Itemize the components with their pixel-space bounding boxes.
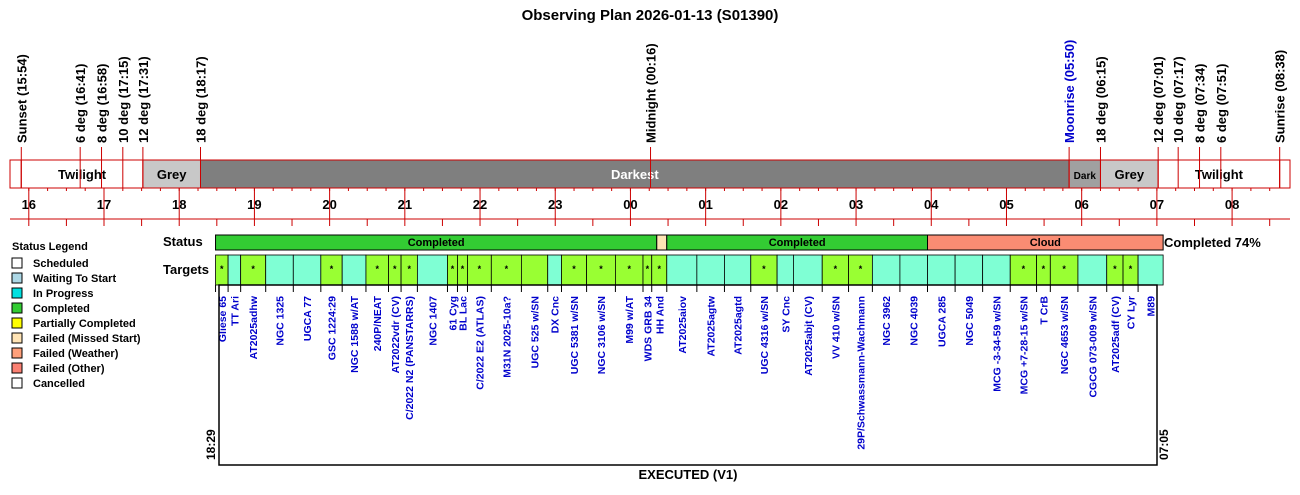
target-block <box>872 255 900 285</box>
target-block <box>900 255 928 285</box>
target-marker: * <box>657 264 662 274</box>
target-name: UGC 4316 w/SN <box>758 296 771 375</box>
target-marker: * <box>858 264 863 274</box>
target-name: NGC 1407 <box>427 296 440 346</box>
hour-tick-label: 16 <box>21 197 37 212</box>
legend-swatch <box>12 273 22 283</box>
target-name: MCG -3-34-59 w/SN <box>991 296 1004 392</box>
legend-swatch <box>12 258 22 268</box>
legend-item-label: Failed (Weather) <box>33 348 119 360</box>
event-label: Sunrise (08:38) <box>1272 49 1288 143</box>
hour-tick-label: 07 <box>1149 197 1165 212</box>
target-name: HH And <box>654 296 667 335</box>
target-marker: * <box>1021 264 1026 274</box>
target-block <box>928 255 956 285</box>
executed-label: EXECUTED (V1) <box>638 467 738 482</box>
event-label: 12 deg (17:31) <box>135 56 151 143</box>
period-label: Dark <box>1073 171 1096 182</box>
hour-tick-label: 00 <box>623 197 638 212</box>
target-marker: * <box>375 264 379 274</box>
target-name: UGCA 285 <box>936 296 949 347</box>
target-marker: * <box>393 264 397 274</box>
target-marker: * <box>329 264 334 274</box>
target-name: MCG +7-28-15 w/SN <box>1018 296 1031 395</box>
target-name: AT2025agtw <box>705 296 718 357</box>
target-marker: * <box>1062 264 1066 274</box>
target-block <box>1138 255 1163 285</box>
end-time-label: 07:05 <box>1157 429 1171 460</box>
target-name: NGC 1325 <box>274 296 287 346</box>
target-name: NGC 3106 w/SN <box>596 296 609 375</box>
event-label: 10 deg (17:15) <box>115 56 131 143</box>
start-time-label: 18:29 <box>204 429 218 460</box>
target-name: M31N 2025-10a? <box>501 296 514 378</box>
target-block <box>793 255 822 285</box>
hour-tick-label: 20 <box>322 197 337 212</box>
target-name: AT2025adhw <box>248 296 261 360</box>
target-name: CGCG 073-009 w/SN <box>1087 296 1100 398</box>
target-name: C/2022 E2 (ATLAS) <box>474 296 487 390</box>
legend-item-label: Failed (Missed Start) <box>33 333 141 345</box>
hour-tick-label: 06 <box>1074 197 1089 212</box>
legend-swatch <box>12 378 22 388</box>
target-marker: * <box>627 264 631 274</box>
target-name: GSC 1224:29 <box>326 296 339 361</box>
period-label: Twilight <box>1194 167 1244 182</box>
target-name: WDS GRB 34 <box>642 296 655 362</box>
target-name: UGCA 77 <box>302 296 315 342</box>
target-name: 240P/NEAT <box>372 296 385 352</box>
event-label: 6 deg (07:51) <box>1213 63 1229 143</box>
legend-swatch <box>12 303 22 313</box>
legend-item-label: Scheduled <box>33 258 89 270</box>
period-label: Grey <box>1114 167 1145 182</box>
target-block <box>548 255 562 285</box>
target-name: NGC 4653 w/SN <box>1059 296 1072 375</box>
targets-row <box>163 255 1163 450</box>
target-marker: * <box>1113 264 1117 274</box>
period-block <box>1280 160 1290 188</box>
event-label: Moonrise (05:50) <box>1062 39 1078 143</box>
twilight-events <box>14 40 1287 160</box>
chart-title: Observing Plan 2026-01-13 (S01390) <box>521 7 779 24</box>
hour-tick-label: 22 <box>472 197 488 212</box>
hour-tick-label: 18 <box>171 197 187 212</box>
legend-swatch <box>12 288 22 298</box>
target-name: T CrB <box>1038 296 1051 325</box>
hour-tick-label: 01 <box>698 197 713 212</box>
target-block <box>521 255 547 285</box>
status-segment-label: Completed <box>407 237 465 249</box>
target-name: 61 Cyg <box>447 296 460 331</box>
event-label: 8 deg (16:58) <box>94 63 110 143</box>
legend-item-label: Completed <box>33 303 90 315</box>
target-block <box>983 255 1011 285</box>
hour-tick-label: 23 <box>548 197 563 212</box>
target-marker: * <box>1041 264 1046 274</box>
target-name: DX Cnc <box>549 296 562 334</box>
hour-tick-label: 05 <box>999 197 1014 212</box>
target-name: M99 w/AT <box>624 296 637 344</box>
target-name: 29P/Schwassmann-Wachmann <box>855 296 868 450</box>
target-block <box>266 255 294 285</box>
hour-axis <box>10 188 1290 226</box>
event-label: 12 deg (07:01) <box>1151 56 1167 143</box>
status-segment-label: Cloud <box>1029 237 1061 249</box>
status-segment <box>657 235 667 250</box>
target-block <box>293 255 321 285</box>
legend-swatch <box>12 363 22 373</box>
target-marker: * <box>450 264 455 274</box>
period-label: Darkest <box>610 167 659 182</box>
target-name: AT2025aiov <box>676 296 689 354</box>
status-row-label: Status <box>163 234 203 249</box>
target-name: SY Cnc <box>780 296 793 333</box>
legend-item-label: Waiting To Start <box>33 273 117 285</box>
target-block <box>724 255 750 285</box>
target-name: BL Lac <box>457 296 470 331</box>
targets-row-label: Targets <box>163 262 209 277</box>
target-name: VV 410 w/SN <box>830 296 843 360</box>
target-marker: * <box>572 264 576 274</box>
target-name: NGC 4039 <box>908 296 921 346</box>
status-legend <box>12 241 141 390</box>
period-label: Grey <box>156 167 187 182</box>
target-marker: * <box>460 264 465 274</box>
target-name: AT2022vdr (CV) <box>389 296 402 374</box>
target-name: NGC 1588 w/AT <box>349 296 362 373</box>
hour-tick-label: 02 <box>773 197 789 212</box>
target-name: Gliese 65 <box>216 296 229 343</box>
target-block <box>697 255 725 285</box>
event-label: 18 deg (06:15) <box>1093 56 1109 143</box>
legend-item-label: In Progress <box>33 288 94 300</box>
event-label: 6 deg (16:41) <box>73 63 89 143</box>
target-name: NGC 5049 <box>963 296 976 346</box>
hour-tick-label: 21 <box>397 197 413 212</box>
legend-title: Status Legend <box>12 241 88 253</box>
event-label: Midnight (00:16) <box>643 43 659 143</box>
target-marker: * <box>599 264 603 274</box>
target-name: AT2025agtd <box>732 296 745 355</box>
target-marker: * <box>504 264 509 274</box>
target-block <box>667 255 697 285</box>
target-name: NGC 3962 <box>881 296 894 346</box>
target-block <box>342 255 366 285</box>
target-name: TT Ari <box>229 296 242 326</box>
period-block <box>10 160 21 188</box>
legend-swatch <box>12 348 22 358</box>
event-label: 18 deg (18:17) <box>193 56 209 143</box>
hour-tick-label: 03 <box>848 197 864 212</box>
target-marker: * <box>1128 264 1133 274</box>
hour-tick-label: 19 <box>247 197 262 212</box>
hour-tick-label: 04 <box>924 197 939 212</box>
event-label: Sunset (15:54) <box>14 54 30 143</box>
target-block <box>228 255 241 285</box>
target-name: C/2022 N2 (PANSTARRS) <box>404 296 417 420</box>
status-row <box>163 234 1163 250</box>
legend-item-label: Cancelled <box>33 378 85 390</box>
target-marker: * <box>833 264 838 274</box>
target-marker: * <box>407 264 411 274</box>
status-segment-label: Completed <box>768 237 826 249</box>
period-label: Twilight <box>58 167 107 182</box>
target-block <box>955 255 983 285</box>
legend-swatch <box>12 318 22 328</box>
target-block <box>417 255 447 285</box>
completion-summary: Completed 74% <box>1164 235 1261 250</box>
target-name: UGC 5381 w/SN <box>569 296 582 375</box>
legend-swatch <box>12 333 22 343</box>
target-block <box>1078 255 1107 285</box>
target-name: AT2025adf (CV) <box>1109 296 1122 373</box>
target-marker: * <box>220 264 224 274</box>
legend-item-label: Partially Completed <box>33 318 136 330</box>
target-name: CY Lyr <box>1125 296 1138 330</box>
target-marker: * <box>762 264 766 274</box>
target-name: M89 <box>1145 296 1158 317</box>
hour-tick-label: 08 <box>1224 197 1240 212</box>
target-marker: * <box>645 264 650 274</box>
hour-tick-label: 17 <box>96 197 112 212</box>
target-name: AT2025abjt (CV) <box>802 296 815 376</box>
darkness-periods-bar <box>10 160 1290 188</box>
target-marker: * <box>251 264 255 274</box>
legend-item-label: Failed (Other) <box>33 363 105 375</box>
target-name: UGC 525 w/SN <box>529 296 542 369</box>
event-label: 8 deg (07:34) <box>1192 63 1208 143</box>
target-block <box>777 255 793 285</box>
target-marker: * <box>477 264 482 274</box>
event-label: 10 deg (07:17) <box>1171 56 1187 143</box>
